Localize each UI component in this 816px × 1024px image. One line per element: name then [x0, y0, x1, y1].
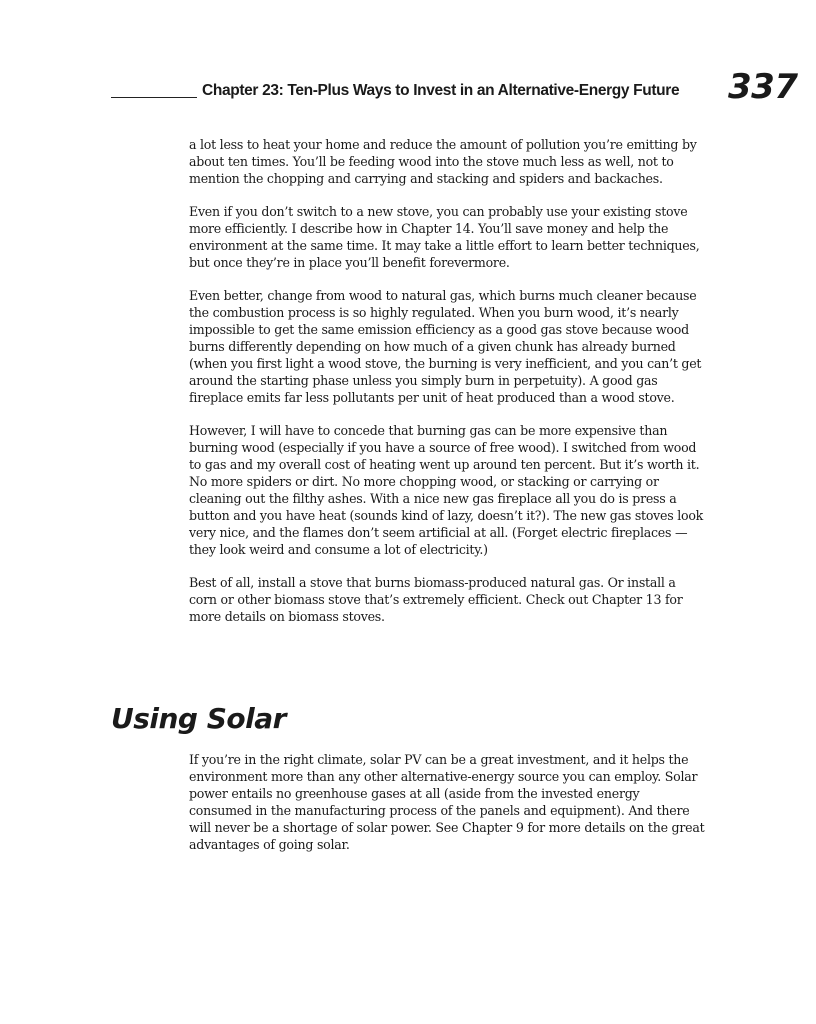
main-body-text — [189, 136, 705, 641]
header-rule — [111, 97, 197, 98]
section-heading: Using Solar — [111, 702, 286, 735]
paragraph: Even better, change from wood to natural gas, which burns much cleaner because the combustion process is so highly regulated. When you burn wood, it’s nearly impossible to get the same emission efficiency as a good gas stove because wood burns differently depending on how much of a given chunk has already burned (when you first light a wood stove, the burning is very inefficient, and you can’t get around the starting phase unless you simply burn in perpetuity). A good gas fireplace emits far less pollutants per unit of heat produced than a wood stove. — [189, 288, 702, 405]
paragraph: Even if you don’t switch to a new stove, you can probably use your existing stove more efficiently. I describe how in Chapter 14. You’ll save money and help the environment at the same time. It may take a little effort to learn better techniques, but once they’re in place you’ll benefit forevermore. — [189, 204, 700, 270]
page-number: 337 — [728, 67, 798, 107]
paragraph: Best of all, install a stove that burns biomass-produced natural gas. Or install a corn or other biomass stove that’s extremely efficient. Check out Chapter 13 for more details on biomass stoves. — [189, 575, 683, 624]
paragraph: a lot less to heat your home and reduce the amount of pollution you’re emitting by about ten times. You’ll be feeding wood into the stove much less as well, not to mention the chopping and carrying and stacking and spiders and backaches. — [189, 137, 697, 186]
section-body-text — [189, 751, 705, 869]
paragraph: However, I will have to concede that burning gas can be more expensive than burning wood (especially if you have a source of free wood). I switched from wood to gas and my overall cost of heating went up around ten percent. But it’s worth it. No more spiders or dirt. No more chopping wood, or stacking or carrying or cleaning out the filthy ashes. With a nice new gas fireplace all you do is press a button and you have heat (sounds kind of lazy, doesn’t it?). The new gas stoves look very nice, and the flames don’t seem artificial at all. (Forget electric fireplaces — they look weird and consume a lot of electricity.) — [189, 423, 704, 557]
running-header-title: Chapter 23: Ten-Plus Ways to Invest in an Alternative-Energy Future — [202, 82, 680, 99]
paragraph: If you’re in the right climate, solar PV can be a great investment, and it helps the environment more than any other alternative-energy source you can employ. Solar power entails no greenhouse gases at all (aside from the invested energy consumed in the manufacturing process of the panels and equipment). And there will never be a shortage of solar power. See Chapter 9 for more details on the great advantages of going solar. — [189, 752, 705, 852]
